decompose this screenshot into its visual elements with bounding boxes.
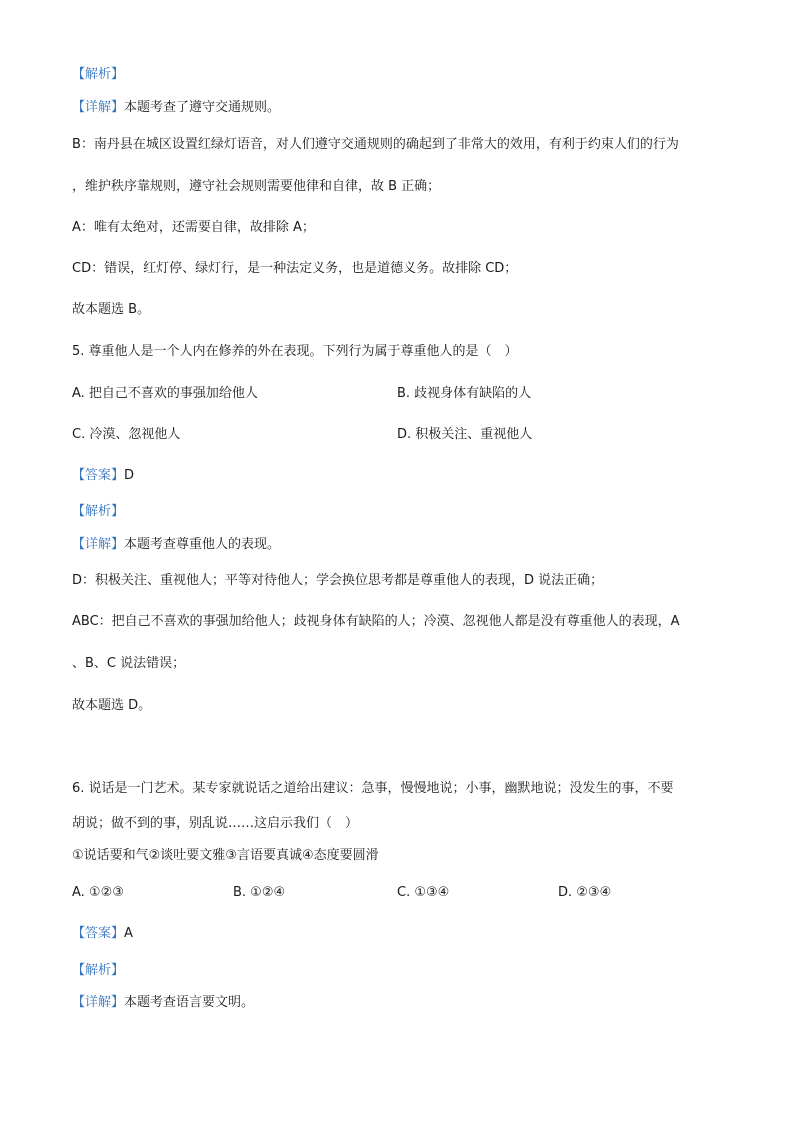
q4-detail-tag: 【详解】 bbox=[72, 100, 125, 115]
q6-detail-text: 本题考查语言要文明。 bbox=[124, 995, 255, 1010]
q4-line-5: 故本题选 B。 bbox=[72, 302, 151, 317]
q4-analysis-heading: 【解析】 bbox=[72, 67, 125, 82]
q5-detail bbox=[72, 536, 280, 554]
q4-detail-text: 本题考查了遵守交通规则。 bbox=[124, 100, 281, 115]
q5-line-1: D：积极关注、重视他人；平等对待他人；学会换位思考都是尊重他人的表现，D 说法正确； bbox=[72, 573, 604, 588]
q4-line-1: B：南丹县在城区设置红绿灯语音，对人们遵守交通规则的确起到了非常大的效用，有利于约束人们的行为 bbox=[72, 137, 679, 152]
q6-answer-value: A bbox=[124, 926, 133, 941]
q5-line-3: 、B、C 说法错误； bbox=[72, 656, 186, 671]
q6-analysis-heading: 【解析】 bbox=[72, 963, 125, 978]
q5-answer-tag: 【答案】 bbox=[72, 468, 125, 483]
q5-line-4: 故本题选 D。 bbox=[72, 698, 152, 713]
q5-detail-tag: 【详解】 bbox=[72, 537, 125, 552]
q5-option-d: D. 积极关注、重视他人 bbox=[397, 427, 533, 442]
q6-option-c: C. ①③④ bbox=[397, 885, 450, 900]
q4-line-3: A：唯有太绝对，还需要自律，故排除 A； bbox=[72, 220, 315, 235]
q5-detail-text: 本题考查尊重他人的表现。 bbox=[124, 537, 281, 552]
q5-option-b: B. 歧视身体有缺陷的人 bbox=[397, 386, 532, 401]
q6-option-d: D. ②③④ bbox=[558, 885, 612, 900]
q6-stem-line-1: 6. 说话是一门艺术。某专家就说话之道给出建议：急事，慢慢地说；小事，幽默地说；没发生的事，不要 bbox=[72, 781, 674, 796]
q6-detail bbox=[72, 994, 254, 1012]
q5-option-a: A. 把自己不喜欢的事强加给他人 bbox=[72, 386, 258, 401]
q5-line-2: ABC：把自己不喜欢的事强加给他人；歧视身体有缺陷的人；冷漠、忽视他人都是没有尊重他人的表现，A bbox=[72, 614, 680, 629]
q6-stem-line-2: 胡说；做不到的事，别乱说……这启示我们（ ） bbox=[72, 816, 359, 831]
q6-statements: ①说话要和气②谈吐要文雅③言语要真诚④态度要圆滑 bbox=[72, 848, 379, 863]
q4-detail bbox=[72, 99, 280, 117]
q6-option-b: B. ①②④ bbox=[233, 885, 286, 900]
q5-option-c: C. 冷漠、忽视他人 bbox=[72, 427, 181, 442]
q5-stem: 5. 尊重他人是一个人内在修养的外在表现。下列行为属于尊重他人的是（ ） bbox=[72, 344, 518, 359]
q6-option-a: A. ①②③ bbox=[72, 885, 124, 900]
q5-answer-value: D bbox=[124, 468, 135, 483]
q6-detail-tag: 【详解】 bbox=[72, 995, 125, 1010]
q6-answer bbox=[72, 925, 133, 943]
q5-answer bbox=[72, 467, 134, 485]
q4-line-2: ，维护秩序靠规则，遵守社会规则需要他律和自律，故 B 正确； bbox=[72, 179, 441, 194]
q6-answer-tag: 【答案】 bbox=[72, 926, 125, 941]
q4-line-4: CD：错误，红灯停、绿灯行，是一种法定义务，也是道德义务。故排除 CD； bbox=[72, 261, 518, 276]
q5-analysis-heading: 【解析】 bbox=[72, 504, 125, 519]
